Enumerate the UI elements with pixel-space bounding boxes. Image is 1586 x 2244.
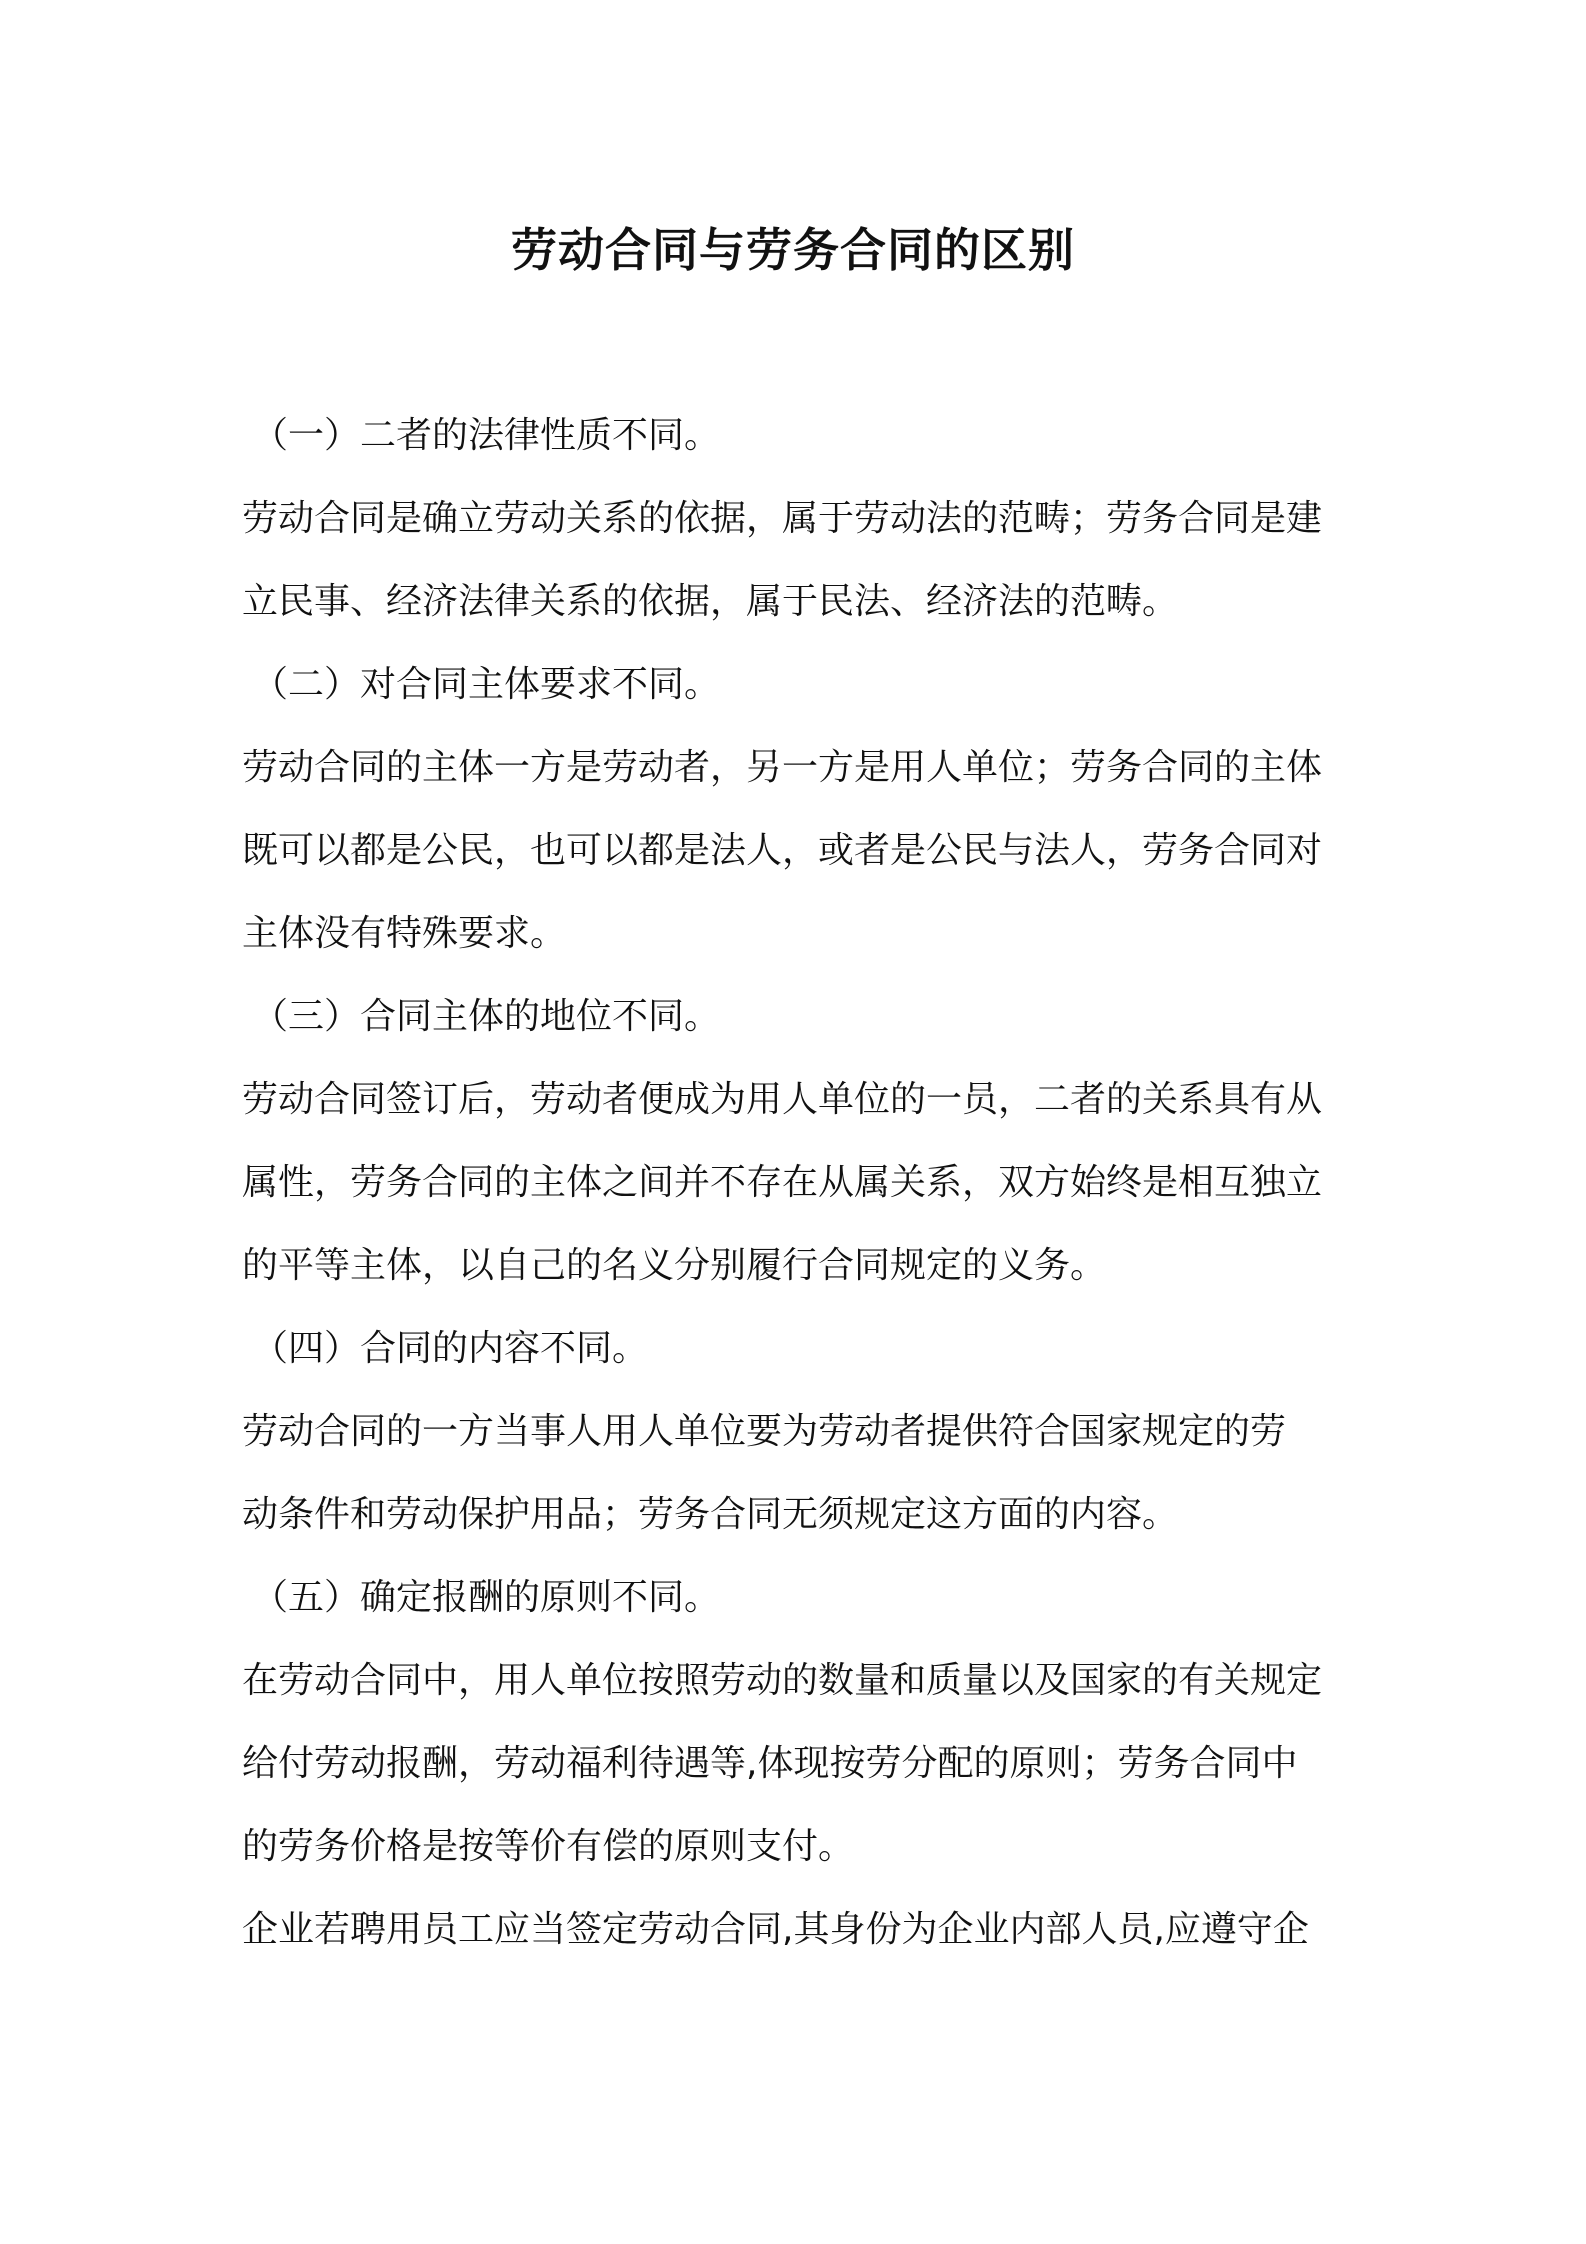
body-line: 劳动合同是确立劳动关系的依据，属于劳动法的范畴；劳务合同是建 xyxy=(242,498,1323,539)
document-title: 劳动合同与劳务合同的区别 xyxy=(511,223,1075,277)
body-line: 主体没有特殊要求。 xyxy=(242,913,567,954)
body-line: 给付劳动报酬，劳动福利待遇等,体现按劳分配的原则；劳务合同中 xyxy=(242,1743,1298,1784)
body-line: 既可以都是公民，也可以都是法人，或者是公民与法人，劳务合同对 xyxy=(242,830,1323,871)
body-line: 的劳务价格是按等价有偿的原则支付。 xyxy=(242,1826,855,1867)
body-line: 属性，劳务合同的主体之间并不存在从属关系，双方始终是相互独立 xyxy=(242,1162,1323,1203)
body-line: 劳动合同签订后，劳动者便成为用人单位的一员，二者的关系具有从 xyxy=(242,1079,1323,1120)
section-heading-4: （四）合同的内容不同。 xyxy=(252,1328,649,1369)
body-line: 立民事、经济法律关系的依据，属于民法、经济法的范畴。 xyxy=(242,581,1179,622)
body-line: 在劳动合同中，用人单位按照劳动的数量和质量以及国家的有关规定 xyxy=(242,1660,1323,1701)
section-heading-5: （五）确定报酬的原则不同。 xyxy=(252,1577,721,1618)
section-heading-3: （三）合同主体的地位不同。 xyxy=(252,996,721,1037)
body-line: 劳动合同的一方当事人用人单位要为劳动者提供符合国家规定的劳 xyxy=(242,1411,1287,1452)
body-line: 劳动合同的主体一方是劳动者，另一方是用人单位；劳务合同的主体 xyxy=(242,747,1323,788)
section-heading-1: （一）二者的法律性质不同。 xyxy=(252,415,721,456)
section-heading-2: （二）对合同主体要求不同。 xyxy=(252,664,721,705)
body-line: 的平等主体，以自己的名义分别履行合同规定的义务。 xyxy=(242,1245,1107,1286)
body-line: 动条件和劳动保护用品；劳务合同无须规定这方面的内容。 xyxy=(242,1494,1179,1535)
body-line: 企业若聘用员工应当签定劳动合同,其身份为企业内部人员,应遵守企 xyxy=(242,1909,1309,1950)
